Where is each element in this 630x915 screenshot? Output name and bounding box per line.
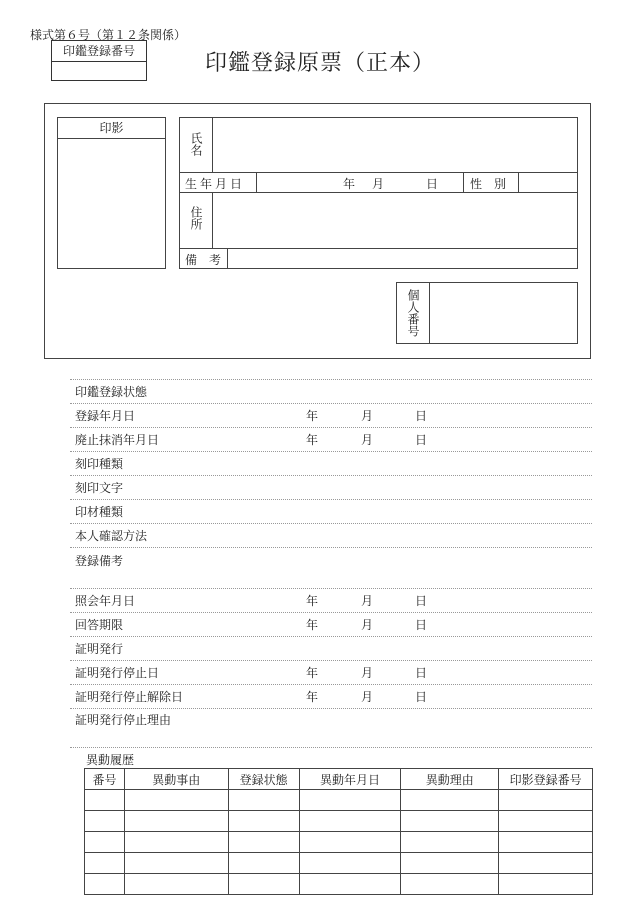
row-label: 印鑑登録状態 — [75, 385, 148, 399]
year-label: 年 — [306, 666, 319, 680]
stamp-type-row — [70, 452, 592, 476]
table-row — [85, 790, 593, 811]
row-label: 回答期限 — [75, 618, 124, 632]
row-label: 証明発行 — [75, 642, 124, 656]
day-label: 日 — [415, 433, 428, 447]
day-label: 日 — [415, 409, 428, 423]
row-label: 証明発行停止理由 — [75, 713, 172, 727]
divider — [180, 248, 577, 249]
table-row — [85, 811, 593, 832]
table-row — [85, 874, 593, 895]
year-label: 年 — [306, 618, 319, 632]
reply-deadline-row — [70, 613, 592, 637]
month-label: 月 — [361, 690, 374, 704]
dob-label: 生年月日 — [185, 177, 246, 191]
table-row — [85, 853, 593, 874]
stamp-text-row — [70, 476, 592, 500]
individual-number-box — [396, 282, 578, 344]
row-label: 登録備考 — [75, 554, 124, 568]
identity-method-row — [70, 524, 592, 548]
row-label: 廃止抹消年月日 — [75, 433, 160, 447]
col-header-seal-number: 印影登録番号 — [499, 769, 593, 790]
divider — [180, 192, 577, 193]
divider — [212, 118, 213, 172]
issue-stop-reason-row — [70, 709, 592, 748]
row-label: 照会年月日 — [75, 594, 136, 608]
seal-impression-label: 印影 — [58, 118, 165, 139]
issue-stop-date-row — [70, 661, 592, 685]
row-label: 刻印文字 — [75, 481, 124, 495]
col-header-number: 番号 — [85, 769, 125, 790]
history-header-row — [85, 769, 593, 790]
month-label: 月 — [361, 433, 374, 447]
year-label: 年 — [306, 433, 319, 447]
divider — [227, 248, 228, 268]
remarks-label: 備 考 — [185, 253, 222, 267]
row-label: 印材種類 — [75, 505, 124, 519]
row-label: 証明発行停止解除日 — [75, 690, 184, 704]
registrant-info-table — [179, 117, 578, 269]
seal-registration-number-box — [51, 40, 147, 81]
row-label: 証明発行停止日 — [75, 666, 160, 680]
month-label: 月 — [361, 594, 374, 608]
year-label: 年 — [306, 690, 319, 704]
abolition-date-row — [70, 428, 592, 452]
month-label: 月 — [361, 409, 374, 423]
dob-year: 年 — [343, 177, 356, 191]
day-label: 日 — [415, 618, 428, 632]
history-table — [84, 768, 593, 895]
day-label: 日 — [415, 594, 428, 608]
divider — [429, 283, 430, 343]
status-row — [70, 380, 592, 404]
seal-impression-box — [57, 117, 166, 269]
divider — [518, 172, 519, 192]
col-header-status: 登録状態 — [228, 769, 299, 790]
year-label: 年 — [306, 594, 319, 608]
history-title: 異動履歴 — [86, 753, 135, 767]
table-row — [85, 832, 593, 853]
col-header-reason-type: 異動事由 — [124, 769, 228, 790]
inquiry-date-row — [70, 589, 592, 613]
row-label: 本人確認方法 — [75, 529, 148, 543]
certificate-issue-row — [70, 637, 592, 661]
divider — [256, 172, 257, 192]
sex-label: 性 別 — [470, 177, 507, 191]
day-label: 日 — [415, 690, 428, 704]
registration-date-row — [70, 404, 592, 428]
dob-day: 日 — [426, 177, 439, 191]
seal-registration-number-label: 印鑑登録番号 — [52, 41, 146, 62]
page-title: 印鑑登録原票（正本） — [205, 51, 436, 76]
form-number: 様式第６号（第１２条関係） — [30, 28, 187, 42]
col-header-date: 異動年月日 — [299, 769, 401, 790]
year-label: 年 — [306, 409, 319, 423]
month-label: 月 — [361, 618, 374, 632]
row-label: 登録年月日 — [75, 409, 136, 423]
address-label: 住所 — [189, 206, 203, 230]
row-label: 刻印種類 — [75, 457, 124, 471]
dob-month: 月 — [372, 177, 385, 191]
col-header-reason: 異動理由 — [401, 769, 499, 790]
material-row — [70, 500, 592, 524]
divider — [463, 172, 464, 192]
individual-number-label: 個人番号 — [406, 289, 420, 337]
day-label: 日 — [415, 666, 428, 680]
issue-stop-release-date-row — [70, 685, 592, 709]
registration-remarks-row — [70, 548, 592, 589]
name-label: 氏名 — [189, 132, 203, 156]
month-label: 月 — [361, 666, 374, 680]
divider — [212, 192, 213, 248]
